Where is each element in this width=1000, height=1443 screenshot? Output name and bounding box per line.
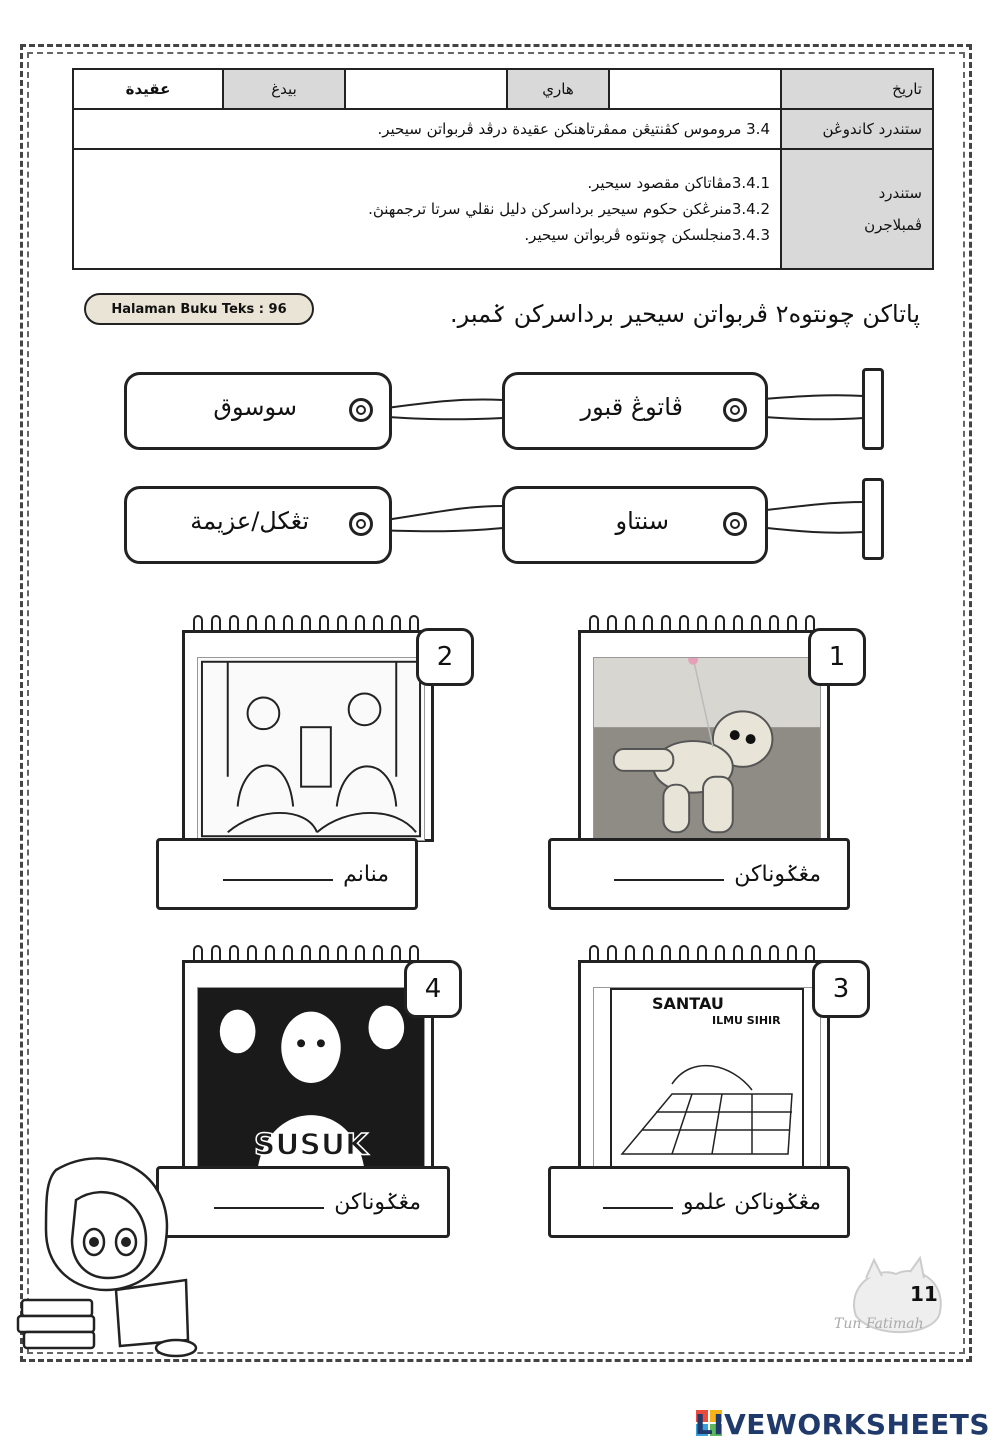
picture-card-4 (182, 940, 442, 1172)
tag-text: تڠكل/عزيمة (190, 507, 309, 535)
card-number-2: 2 (416, 628, 474, 686)
susuk-poster-icon (198, 987, 424, 1171)
tag-hole-icon (723, 512, 747, 536)
learning-standard-label-line1: ستندرد (878, 184, 922, 202)
book-cover-title: SANTAU (652, 994, 724, 1013)
card-number-1: 1 (808, 628, 866, 686)
objective-3: 3.4.3منجلسكن چونتوه ڤربواتن سيحير. (524, 226, 770, 244)
tag-post-row2 (862, 478, 884, 560)
objective-1: 3.4.1مڤاتاكن مقصود سيحير. (587, 174, 770, 192)
date-label: تاريخ (781, 69, 933, 109)
content-standard-label: ستندرد كاندوڠن (781, 109, 933, 149)
day-label: هاري (507, 69, 609, 109)
card-number-3: 3 (812, 960, 870, 1018)
voodoo-doll-icon (594, 657, 820, 841)
watermark-signature: Tun Fatimah (834, 1316, 924, 1332)
tag-hole-icon (349, 398, 373, 422)
card-paper (182, 630, 434, 842)
objective-2: 3.4.2منرڠكن حكوم سيحير برداسركن دليل نقلي سرتا ترجمهنڽ. (368, 200, 770, 218)
card-4-label: مڠݢوناكن (334, 1189, 421, 1215)
picture-card-1 (578, 610, 846, 842)
shaman-ritual-icon (198, 657, 424, 841)
tag-hole-icon (349, 512, 373, 536)
answer-tag-row1-left[interactable] (124, 372, 392, 450)
answer-tag-row1-right[interactable] (502, 372, 768, 450)
answer-blank[interactable] (223, 867, 333, 881)
card-2-answer-strip[interactable] (156, 838, 418, 910)
book-cover-subtitle: ILMU SIHIR (712, 1014, 781, 1027)
answer-blank[interactable] (214, 1195, 324, 1209)
tag-text: سنتاو (615, 507, 669, 535)
class-label: بيدغ (223, 69, 345, 109)
ritual-drawing-image (197, 657, 425, 841)
santau-book-cover-icon (610, 988, 804, 1170)
tag-hole-icon (723, 398, 747, 422)
tag-post-row1 (862, 368, 884, 450)
answer-tag-row2-right[interactable] (502, 486, 768, 564)
picture-card-3 (578, 940, 850, 1172)
liveworksheets-brand[interactable]: LIVEWORKSHEETS (694, 1408, 990, 1441)
card-3-label: مڠݢوناكن علمو (682, 1189, 821, 1215)
answer-blank[interactable] (614, 867, 724, 881)
tag-text: ڤاتوڠ قبور (580, 393, 683, 421)
page-number: 11 (910, 1282, 938, 1306)
card-3-answer-strip[interactable] (548, 1166, 850, 1238)
subject-title: عقيدة (73, 69, 223, 109)
poster-text: SUSUK (253, 1127, 369, 1163)
book-cover-art (612, 1034, 798, 1164)
card-2-label: منانم (343, 861, 389, 887)
content-standard-text: 3.4 مروموس كڤنتيڠن ممڤرتاهنكن عقيدة درڤد ڤربواتن سيحير. (73, 109, 781, 149)
voodoo-doll-image (593, 657, 821, 841)
reading-girl-mascot-icon (16, 1150, 206, 1360)
card-1-label: مڠݢوناكن (734, 861, 821, 887)
textbook-page-badge: Halaman Buku Teks : 96 (84, 293, 314, 325)
tag-text: سوسوق (213, 393, 297, 421)
susuk-poster-image (197, 987, 425, 1171)
learning-standard-label-line2: ڤمبلاجرن (864, 216, 922, 234)
instruction-text: ڽاتاكن چونتوه٢ ڤربواتن سيحير برداسركن ݢمبر. (450, 300, 920, 328)
card-paper (182, 960, 434, 1172)
card-paper (578, 960, 830, 1172)
cat-watermark-icon (836, 1256, 956, 1346)
card-paper (578, 630, 830, 842)
answer-blank[interactable] (603, 1195, 673, 1209)
card-number-4: 4 (404, 960, 462, 1018)
picture-card-2 (182, 610, 454, 842)
card-1-answer-strip[interactable] (548, 838, 850, 910)
santau-book-image (593, 987, 821, 1171)
answer-tag-row2-left[interactable] (124, 486, 392, 564)
